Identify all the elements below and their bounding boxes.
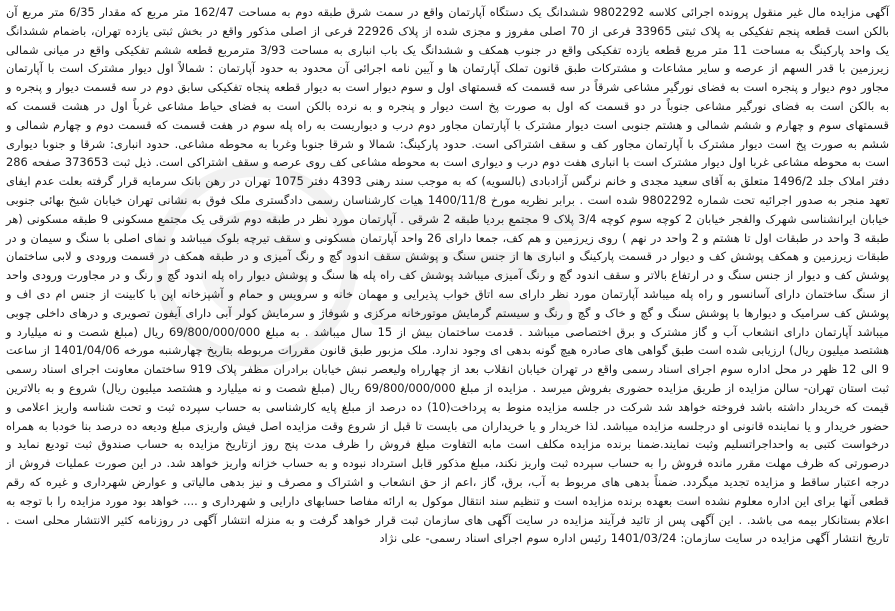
notice-body-text: آگهی مزایده مال غیر منقول پرونده اجرائی کلاسه 9802292 ششدانگ یک دستگاه آپارتمان واقع در سمت شرق طبقه دوم به مساحت 162/47 متر مربع که مقدار 6/35 متر مربع آن بالکن است قطعه پنجم تفکیکی به پلاک ثبتی 33965 فرعی از 70 اصلی مفروز و مجزی شده از پلاک 22926 فرعی از اصلی مذکور واقع در بخش ثبتی یازده تهران، باضمام ششدانگ یک واحد پارکینگ به مساحت 11 متر مربع قطعه یازده تفکیکی واقع در جنوب همکف و ششدانگ یک باب انباری به مساحت 3/93 مترمربع قطعه ششم تفکیکی واقع در میانی شمالی زیرزمین با قدر السهم از عرصه و سایر مشاعات و مشترکات طبق قانون تملک آپارتمان ها و آیین نامه اجرائی آن محدود به حدود آپارتمان : شمالاً اول دیوار مشترک است با آپارتمان مجاور دوم دیوار و پنجره است به فضای نورگیر مشاعی شرقاً در سه قسمت که قسمتهای اول و سوم دیوار است به دیوار قطعه پنجاه تفکیکی سابق دوم در سه قسمت دیوار و پنجره و به بالکن است به فضای نورگیر مشاعی جنوباً در دو قسمت که اول به صورت پخ است دیوار و پنجره و به نرده بالکن است به فضای حیاط مشاعی غرباً اول در هشت قسمت که قسمتهای سوم و چهارم و ششم شمالی و هشتم جنوبی است دیوار مشترک با آپارتمان مجاور دوم درب و دیواریست به راه پله سوم در هفت قسمت که قسمت دوم و چهارم شمالی و ششم به صورت پخ است دیوار مشترک با آپارتمان مجاور کف و سقف اشتراکی است. حدود پارکینگ: شمالا و شرقا جنوبا وغربا به محوطه مشاعی. حدود انباری: شرقا و جنوبا دیواری است به محوطه مشاعی غربا اول دیوار مشترک است با انباری هفت دوم درب و دیواری است به محوطه مشاعی کف روی عرصه و سقف اشتراکی است. ذیل ثبت 373653 صفحه 286 دفتر املاک جلد 1496/2 متعلق به آقای سعید مجدی و خانم نرگس آزادبادی (بالسویه) که به موجب سند رهنی 4393 دفتر 1075 تهران در رهن بانک سرمایه قرار گرفته بعلت عدم ایفای تعهد منجر به صدور اجرائیه تحت شماره 9802292 شده است . برابر نظریه مورخ 1400/11/8 هیات کارشناسان رسمی دادگستری ملک فوق به نشانی تهران خیابان شیخ بهائی جنوبی خیابان ایرانشناسی شهرک والفجر خیابان 2 کوچه سوم کوچه 3/4 پلاک 9 مجتمع بردیا طبقه 2 شرقی . آپارتمان مورد نظر در طبقه دوم شرقی یک مجتمع مسکونی 9 طبقه مسکونی (هر طبقه 3 واحد در طبقات اول تا هشتم و 2 واحد در نهم ) روی زیرزمین و هم کف، جمعا دارای 26 واحد آپارتمان مسکونی و سقف تیرچه بلوک میباشد و نمای اصلی با سنگ و سیمان و در طبقات زیرزمین و همکف پوشش کف و دیوار در قسمت پارکینگ و انباری ها از جنس سنگ و پوشش سقف اندود گچ و رنگ آمیزی و در طبقه همکف در قسمت ورودی و لابی ساختمان پوشش کف و دیوار از جنس سنگ و در ارتفاع بالاتر و سقف اندود گچ و رنگ آمیزی میباشد پوشش کف راه پله ها سنگ و پوشش دیوار راه پله اندود گچ و رنگ و در مجاورت ورودی واحد از سنگ ساختمان دارای آسانسور و راه پله میباشد آپارتمان مورد نظر دارای سه اتاق خواب پذیرایی و مهمان خانه و سرویس و حمام و آشپزخانه اپن با کابینت از جنس ام دی اف و پوشش کف سرامیک و دیوارها با پوشش سنگ و گچ و خاک و گچ و رنگ و سیستم گرمایش موتورخانه مرکزی و شوفاژ و سرمایش کولر آبی دارای آیفون تصویری و درهای داخلی چوبی میباشد آپارتمان دارای انشعاب آب و گاز مشترک و برق اختصاصی میباشد . قدمت ساختمان بیش از 15 سال میباشد . به مبلغ 69/800/000/000 ریال (مبلغ شصت و نه میلیارد و هشتصد میلیون ریال) ارزیابی شده است طبق گواهی های صادره هیچ گونه بدهی ای وجود ندارد. ملک مزبور طبق قانون مقررات مربوطه بتاریخ چهارشنبه مورخه 1401/04/06 از ساعت 9 الی 12 ظهر در محل اداره سوم اجرای اسناد رسمی واقع در تهران خیابان انقلاب بعد از چهارراه ولیعصر نبش خیابان برادران مظفر پلاک 919 ساختمان معاونت اجرای اسناد رسمی ثبت استان تهران- سالن مزایده از طریق مزایده حضوری بفروش میرسد . مزایده از مبلغ 69/800/000/000 ریال (مبلغ شصت و نه میلیارد و هشتصد میلیون ریال) شروع و به بالاترین قیمت که خریدار داشته باشد فروخته خواهد شد شرکت در جلسه مزایده منوط به پرداخت(10) ده درصد از مبلغ پایه کارشناسی به حساب سپرده ثبت و تحت شناسه واریز اعلامی و حضور خریدار و یا نماینده قانونی او درجلسه مزایده میباشد. لذا خریدار و یا خریداران می بایست تا قبل از شروع وقت مزایده اصل فیش واریزی مبلغ ودیعه ده درصد بنا خودبا به همراه درخواست کتبی به واحداجراتسلیم وثبت نمایند.ضمنا برنده مزایده مکلف است مابه التفاوت مبلغ فروش را ظرف مدت پنج روز ازتاریخ مزایده به حساب صندوق ثبت تودیع نماید و درصورتی که ظرف مهلت مقرر مانده فروش را به حساب سپرده ثبت واریز نکند، مبلغ مذکور قابل استرداد نبوده و به حساب خزانه واریز خواهد شد. در این صورت عملیات فروش از درجه اعتبار ساقط و مزایده تجدید میگردد. ضمناً بدهی های مربوط به آب، برق، گاز ،اعم از حق انشعاب و اشتراک و مصرف و نیز بدهی مالیاتی و عوارض شهرداری و غیره که رقم قطعی آنها برای این اداره معلوم نشده است بعهده برنده مزایده است و تنظیم سند انتقال موکول به ارائه مفاصا حسابهای دارایی و شهرداری و .... خواهد بود مورد مزایده را با توجه به اعلام بستانکار بیمه می باشد. . این آگهی پس از تائید فرآیند مزایده در سایت آگهی های سازمان ثبت قرار خواهد گرفت و به منزله انتشار آگهی در روزنامه کثیر الانتشار محلی است . تاریخ انتشار آگهی مزایده در سایت سازمان: 1401/03/24 رئیس اداره سوم اجرای اسناد رسمی- علی نژاد	[6, 5, 890, 546]
